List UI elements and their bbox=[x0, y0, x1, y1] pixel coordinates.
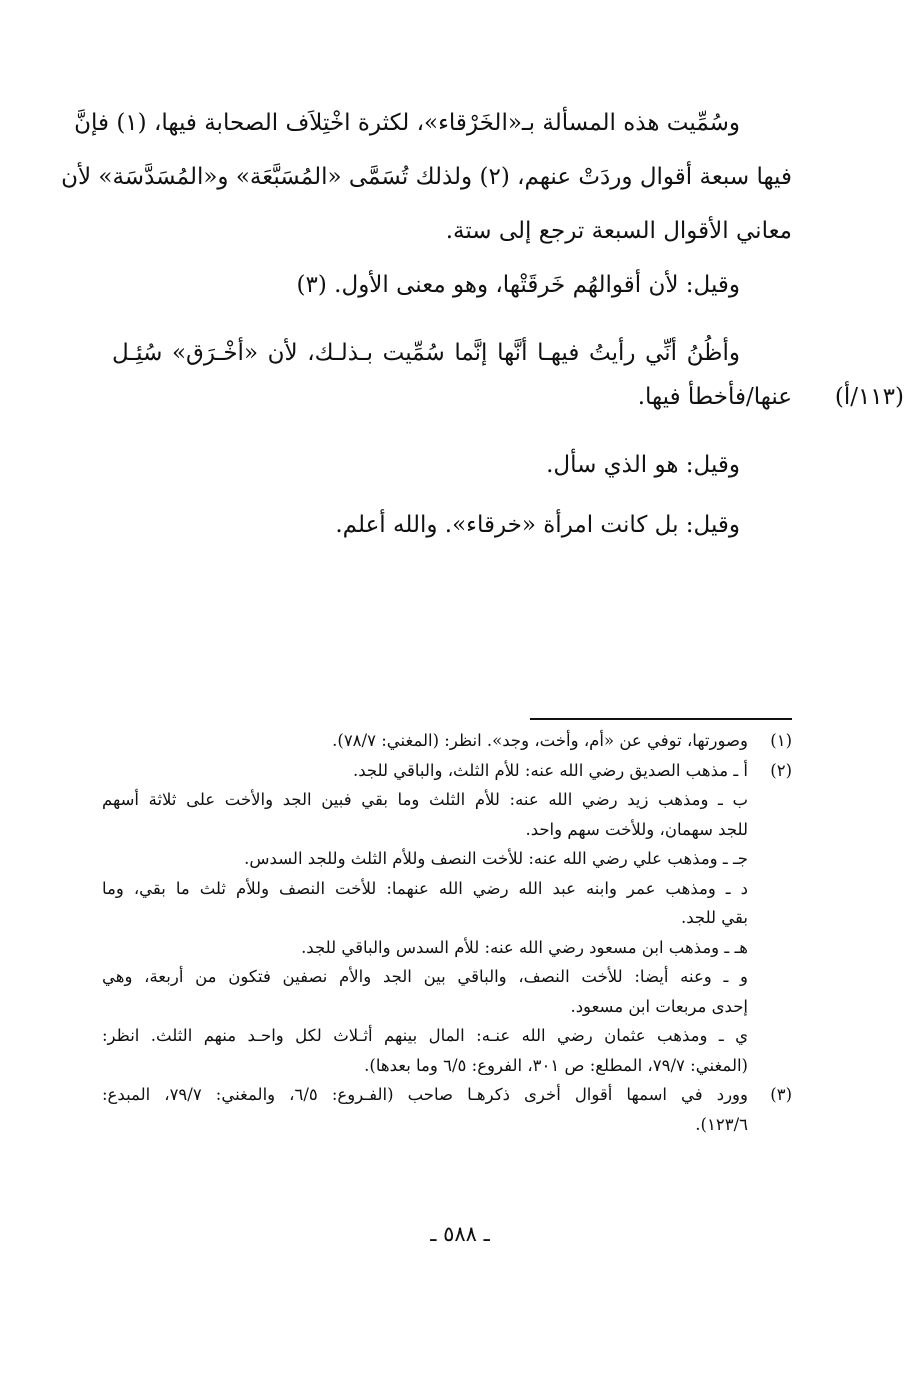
footnote-2-item-f-cont: إحدى مربعات ابن مسعود. bbox=[570, 996, 748, 1016]
footnote-3 bbox=[102, 1080, 792, 1110]
paragraph-1-line-1: وسُمِّيت هذه المسألة بـ«الخَرْقاء»، لكثرة اخْتِلاَف الصحابة فيها، (١) فإنَّ bbox=[74, 110, 740, 136]
paragraph-3-line-1: وأظُنُ أنِّي رأيتُ فيهـا أنَّها إنَّما سُمِّيت بـذلـك، لأن «أخْـرَق» سُئِـل bbox=[112, 340, 740, 366]
paragraph-3-line-2: عنها/فأخطأ فيها. bbox=[637, 384, 792, 410]
paragraph-1 bbox=[61, 96, 792, 258]
footnote-text: وصورتها، توفي عن «أم، وأخت، وجد». انظر: (المغني: ٧٨/٧). bbox=[332, 731, 748, 750]
footnote-2-item-d-cont: بقي للجد. bbox=[681, 908, 748, 927]
footnote-3-cont: ١٢٣/٦). bbox=[695, 1114, 748, 1134]
footnote-1 bbox=[102, 726, 792, 756]
footnotes bbox=[102, 726, 792, 1139]
paragraph-1-line-3: معاني الأقوال السبعة ترجع إلى ستة. bbox=[445, 218, 792, 244]
footnote-number: (١) bbox=[770, 731, 792, 750]
footnote-2-item-b-cont: للجد سهمان، وللأخت سهم واحد. bbox=[525, 819, 748, 839]
paragraph-1-line-2: فيها سبعة أقوال وردَتْ عنهم، (٢) ولذلك تُسَمَّى «المُسَبَّعَة» و«المُسَدَّسَة» لأن bbox=[61, 164, 792, 190]
footnote-2-item-g-cont: (المغني: ٧٩/٧، المطلع: ص ٣٠١، الفروع: ٦/٥ وما بعدها). bbox=[364, 1055, 748, 1075]
footnote-2-item-f: و ـ وعنه أيضا: للأخت النصف، والباقي بين الجد والأم نصفين فتكون من أربعة، وهي bbox=[102, 967, 748, 986]
footnote-2-item-e: هـ ـ ومذهب ابن مسعود رضي الله عنه: للأم السدس والباقي للجد. bbox=[301, 937, 748, 957]
footnote-2-item-c: جـ ـ ومذهب علي رضي الله عنه: للأخت النصف وللأم الثلث وللجد السدس. bbox=[244, 849, 748, 868]
footnote-2-item-a: أ ـ مذهب الصديق رضي الله عنه: للأم الثلث، والباقي للجد. bbox=[352, 760, 748, 780]
paragraph-5: وقيل: بل كانت امرأة «خرقاء». والله أعلم. bbox=[335, 512, 740, 538]
footnote-separator bbox=[530, 718, 792, 720]
footnote-number: (٣) bbox=[770, 1085, 792, 1104]
footnote-2-item-g: ي ـ ومذهب عثمان رضي الله عنـه: المال بينهم أثـلاث لكل واحـد منهم الثلث. انظر: bbox=[102, 1026, 748, 1045]
page-number: ـ ٥٨٨ ـ bbox=[430, 1222, 490, 1246]
footnote-2-item-d: د ـ ومذهب عمر وابنه عبد الله رضي الله عنهما: للأخت النصف وللأم ثلث ما بقي، وما bbox=[102, 878, 748, 898]
footnote-2-item-b: ب ـ ومذهب زيد رضي الله عنه: للأم الثلث وما بقي فبين الجد والأخت على ثلاثة أسهم bbox=[102, 790, 748, 809]
paragraph-4: وقيل: هو الذي سأل. bbox=[546, 452, 740, 478]
paragraph-2: وقيل: لأن أقوالهُم خَرقَتْها، وهو معنى الأول. (٣) bbox=[296, 272, 740, 298]
manuscript-folio-reference: (١١٣/أ) bbox=[834, 384, 904, 410]
footnote-number: (٢) bbox=[770, 760, 792, 780]
footnote-2 bbox=[102, 756, 792, 786]
footnote-3-text: وورد في اسمها أقوال أخرى ذكرهـا صاحب (الفـروع: ٦/٥، والمغني: ٧٩/٧، المبدع: bbox=[102, 1085, 748, 1104]
